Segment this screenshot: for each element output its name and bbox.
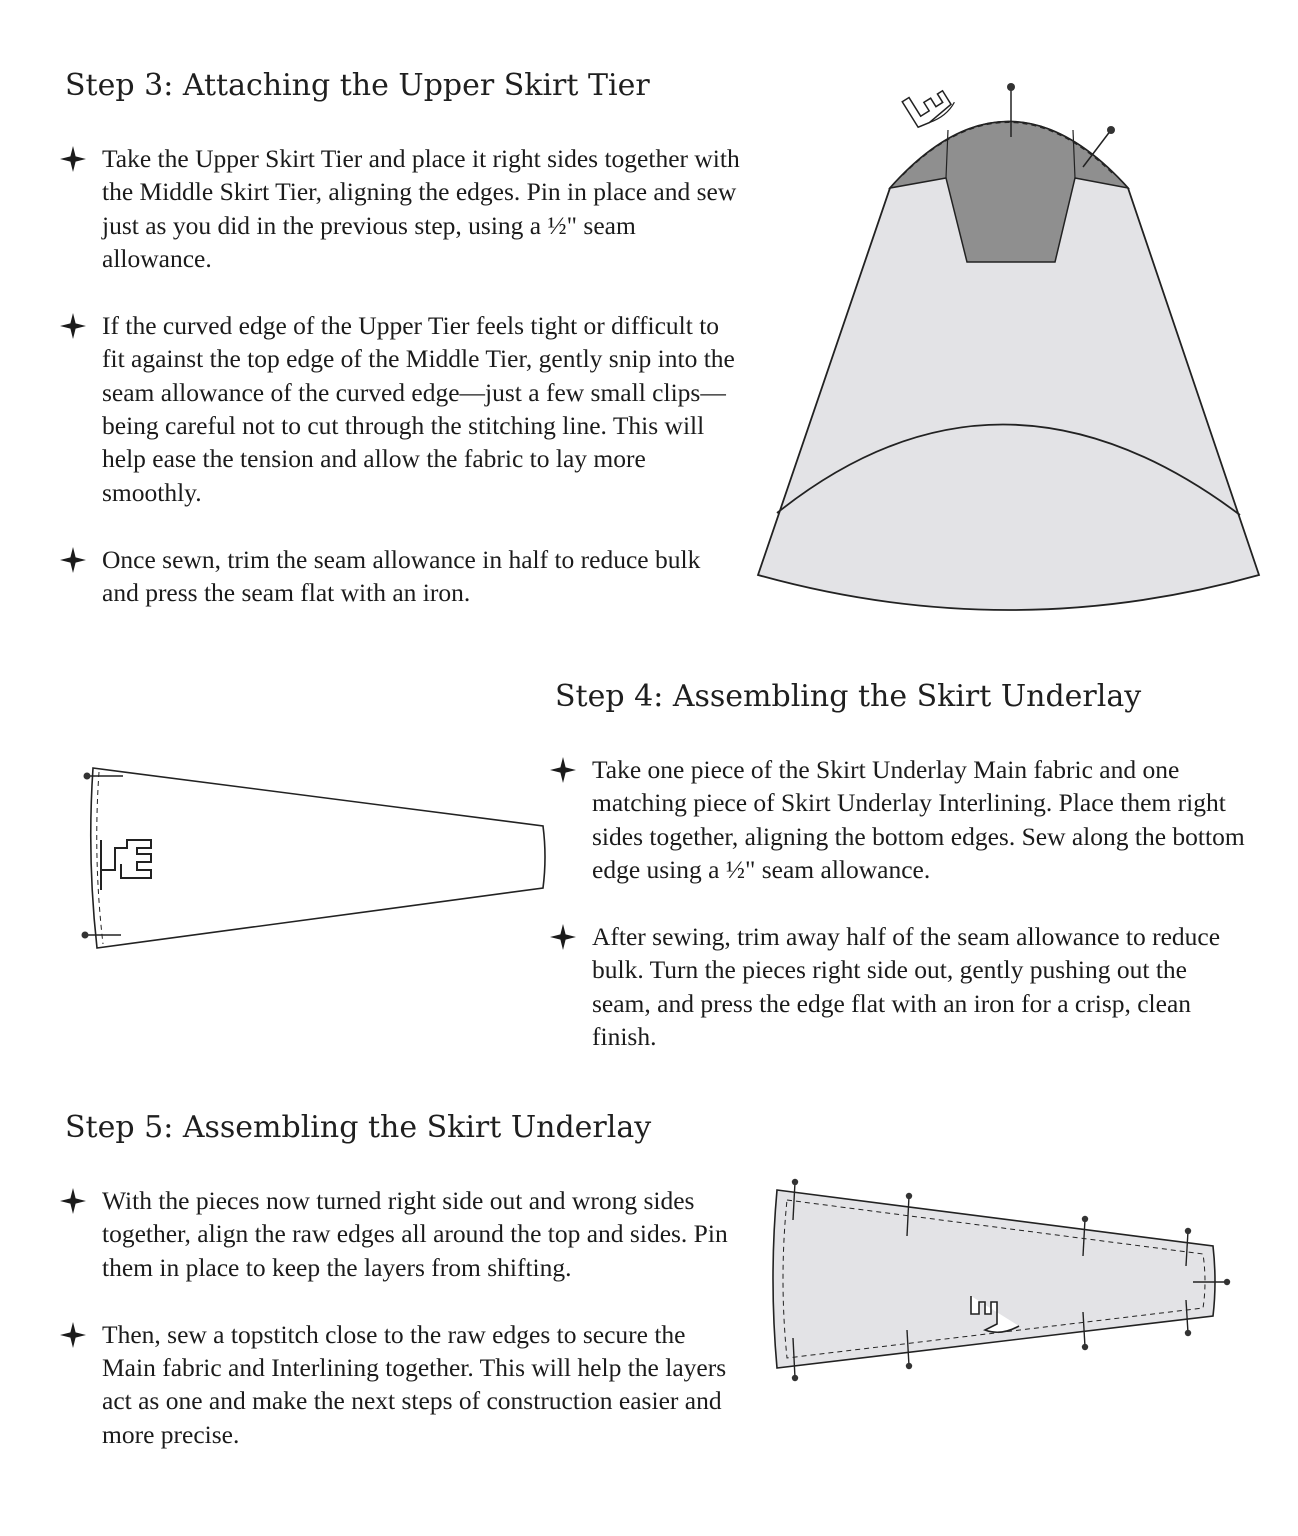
step3-bullet-list	[60, 142, 740, 610]
step5-bullet-list	[60, 1184, 740, 1451]
underlay-panel	[91, 768, 545, 948]
four-point-star-icon	[60, 313, 86, 339]
list-item	[550, 753, 1250, 886]
four-point-star-icon	[60, 547, 86, 573]
bullet-text: Once sewn, trim the seam allowance in half to reduce bulk and press the seam flat with an iron.	[102, 544, 701, 608]
step4-heading: Step 4: Assembling the Skirt Underlay	[555, 679, 1142, 714]
list-item	[60, 1184, 740, 1284]
four-point-star-icon	[60, 1188, 86, 1214]
list-item	[60, 142, 740, 275]
four-point-star-icon	[60, 146, 86, 172]
bullet-text: Take one piece of the Skirt Underlay Main fabric and one matching piece of Skirt Underlay Interlining. Place them right sides together, aligning the bottom edges. Sew along the bottom edge using a ½" seam allowance.	[592, 755, 1245, 884]
list-item	[550, 920, 1250, 1053]
list-item	[60, 543, 740, 610]
step4-bullet-list	[550, 753, 1250, 1053]
bullet-text: Then, sew a topstitch close to the raw edges to secure the Main fabric and Interlining together. This will help the layers act as one and make the next steps of construction easier and more precise.	[102, 1319, 727, 1449]
list-item	[60, 309, 740, 509]
bullet-text: After sewing, trim away half of the seam allowance to reduce bulk. Turn the pieces right side out, gently pushing out the seam, and press the edge flat with an iron for a crisp, clean finish.	[592, 922, 1221, 1052]
skirt-tier-illustration	[750, 75, 1270, 625]
step3-heading: Step 3: Attaching the Upper Skirt Tier	[65, 68, 650, 103]
underlay-panel	[773, 1190, 1215, 1368]
four-point-star-icon	[60, 1322, 86, 1348]
bullet-text: If the curved edge of the Upper Tier feels tight or difficult to fit against the top edge of the Middle Tier, gently snip into the seam allowance of the curved edge—just a few small clips—being careful not to cut through the stitching line. This will help ease the tension and allow the fabric to lay more smoothly.	[102, 311, 735, 507]
bullet-text: Take the Upper Skirt Tier and place it right sides together with the Middle Skirt Tier, aligning the edges. Pin in place and sew just as you did in the previous step, using a ½" seam allowance.	[102, 144, 740, 273]
skirt-underlay-panel-illustration	[75, 760, 555, 960]
bullet-text: With the pieces now turned right side out and wrong sides together, align the raw edges all around the top and sides. Pin them in place to keep the layers from shifting.	[102, 1186, 728, 1282]
step5-heading: Step 5: Assembling the Skirt Underlay	[65, 1110, 652, 1145]
topstitched-underlay-illustration	[765, 1170, 1240, 1395]
list-item	[60, 1318, 740, 1451]
sewing-presser-foot-icon	[902, 78, 957, 130]
